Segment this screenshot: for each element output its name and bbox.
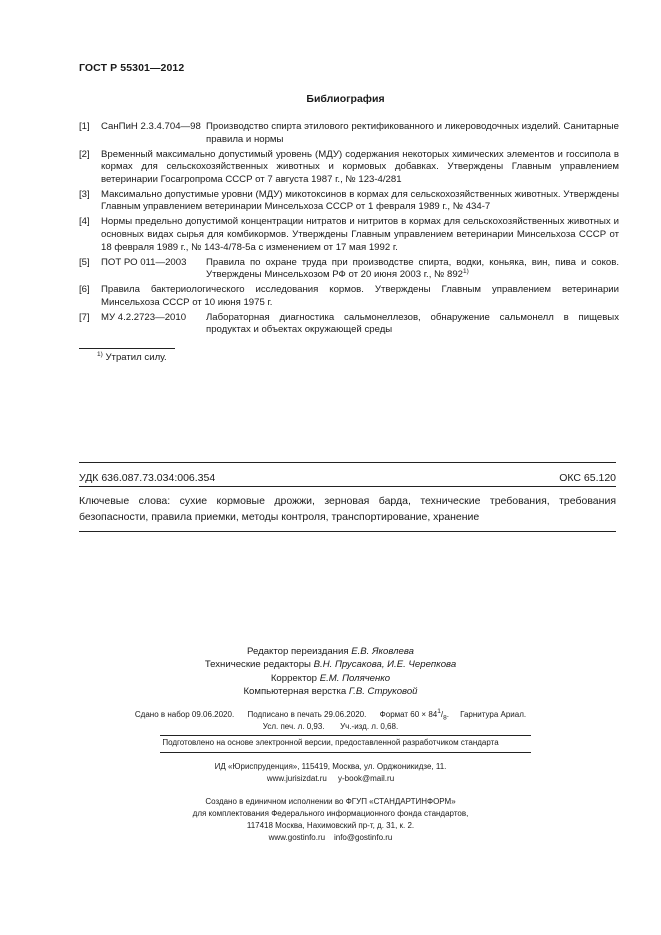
entry-number: [2]: [79, 148, 90, 160]
udc-code: УДК 636.087.73.034:006.354: [79, 472, 216, 484]
print-usl: Усл. печ. л. 0,93.: [262, 722, 325, 731]
publisher-address: ИД «Юриспруденция», 115419, Москва, ул. Орджоникидзе, 11.: [214, 762, 447, 771]
gostinfo-site-link[interactable]: www.gostinfo.ru: [268, 833, 326, 842]
entry-code: МУ 4.2.2723—2010: [101, 311, 187, 323]
divider: [160, 752, 531, 753]
created-line-3: 117418 Москва, Нахимовский пр-т, д. 31, к. 2.: [246, 821, 415, 830]
print-info-line: [0, 710, 661, 722]
credit-line: Технические редакторы В.Н. Прусакова, И.Е. Черепкова: [204, 659, 457, 671]
keywords: Ключевые слова: сухие кормовые дрожжи, зерновая барда, технические требования, требования безопасности, правила приемки, методы контроля, транспортирование, хранение: [79, 495, 616, 523]
publisher-email-link[interactable]: y-book@mail.ru: [338, 774, 395, 783]
divider: [160, 735, 531, 736]
document-header: ГОСТ Р 55301—2012: [79, 62, 185, 74]
bibliography-list: [79, 121, 619, 339]
print-uch: Уч.-изд. л. 0,68.: [340, 722, 399, 731]
bibliography-entry: [79, 216, 619, 254]
editorial-credits: [0, 645, 661, 699]
bibliography-entry: [79, 149, 619, 187]
entry-number: [4]: [79, 216, 90, 228]
print-format: Формат $60 \times 84^1/_8$.: [379, 708, 449, 722]
entry-number: [7]: [79, 311, 90, 323]
oks-code: ОКС 65.120: [559, 472, 616, 484]
entry-text: Правила бактериологического исследования кормов. Утверждены Главным управлением ветеринарии Минсельхоза СССР от 10 июня 1975 г.: [101, 284, 619, 308]
print-volume-line: [0, 722, 661, 731]
bibliography-entry: [79, 189, 619, 214]
publisher-site-link[interactable]: www.jurisizdat.ru: [266, 774, 327, 783]
footnote-separator: [79, 348, 175, 349]
footnote-mark: 1): [97, 351, 103, 358]
entry-code: ПОТ РО 011—2003: [101, 256, 187, 268]
bibliography-entry: [79, 257, 619, 282]
print-signed: Подписано в печать 29.06.2020.: [247, 710, 367, 719]
entry-number: [5]: [79, 256, 90, 268]
created-contacts: [0, 833, 661, 842]
entry-text: Временный максимально допустимый уровень (МДУ) содержания некоторых химических элементов и госсипола в кормах для сельскохозяйственных животных и кормовых добавках. Утверждены Главным управлением ветеринарии Госагропрома СССР от 7 августа 1987 г., № 123-4/281: [101, 148, 619, 185]
footnote: [97, 352, 167, 363]
top-divider: [79, 462, 616, 463]
entry-text: Лабораторная диагностика сальмонеллезов, обнаружение сальмонелл в пищевых продуктах и объектах окружающей среды: [206, 311, 619, 336]
entry-text: Правила по охране труда при производстве спирта, водки, коньяка, вин, пива и соков. Утверждены Минсельхозом РФ от 20 июня 2003 г., № 892: [206, 256, 619, 281]
bibliography-title: Библиография: [306, 93, 385, 105]
gostinfo-email-link[interactable]: info@gostinfo.ru: [333, 833, 393, 842]
divider: [79, 531, 616, 532]
entry-number: [6]: [79, 284, 90, 296]
print-sent: Сдано в набор 09.06.2020.: [134, 710, 235, 719]
entry-text: Производство спирта этилового ректификованного и ликероводочных изделий. Санитарные правила и нормы: [206, 121, 619, 145]
entry-number: [1]: [79, 121, 90, 132]
publisher-contacts: [0, 774, 661, 783]
created-line-1: Создано в единичном исполнении во ФГУП «СТАНДАРТИНФОРМ»: [205, 797, 456, 806]
divider: [79, 486, 616, 487]
entry-text: Нормы предельно допустимой концентрации нитратов и нитритов в кормах для сельскохозяйственных животных и основных видах сырья для комбикормов. Утверждены Главным управлением ветеринарии Минсельхоза СССР от 18 февраля 1989 г., № 143-4/78-5а с изменением от 17 мая 1992 г.: [101, 216, 619, 253]
entry-text: Максимально допустимые уровни (МДУ) микотоксинов в кормах для сельскохозяйственных животных. Утверждены Главным управлением ветеринарии Минсельхоза СССР от 1 февраля 1989 г., № 434-7: [101, 188, 619, 213]
footnote-reference: 1): [463, 268, 469, 276]
entry-code: СанПиН 2.3.4.704—98: [101, 121, 201, 132]
print-prepared: Подготовлено на основе электронной версии, предоставленной разработчиком стандарта: [162, 738, 499, 747]
footnote-text: Утратил силу.: [105, 352, 167, 363]
bibliography-entry: [79, 284, 619, 309]
print-font: Гарнитура Ариал.: [460, 710, 527, 719]
entry-number: [3]: [79, 188, 90, 200]
bibliography-entry: [79, 121, 619, 146]
bibliography-entry: [79, 312, 619, 337]
created-line-2: для комплектования Федерального информационного фонда стандартов,: [192, 809, 469, 818]
credit-line: Компьютерная верстка Г.В. Струковой: [243, 686, 418, 698]
credit-line: Корректор Е.М. Поляченко: [270, 672, 391, 684]
credit-line: Редактор переиздания Е.В. Яковлева: [247, 646, 414, 657]
